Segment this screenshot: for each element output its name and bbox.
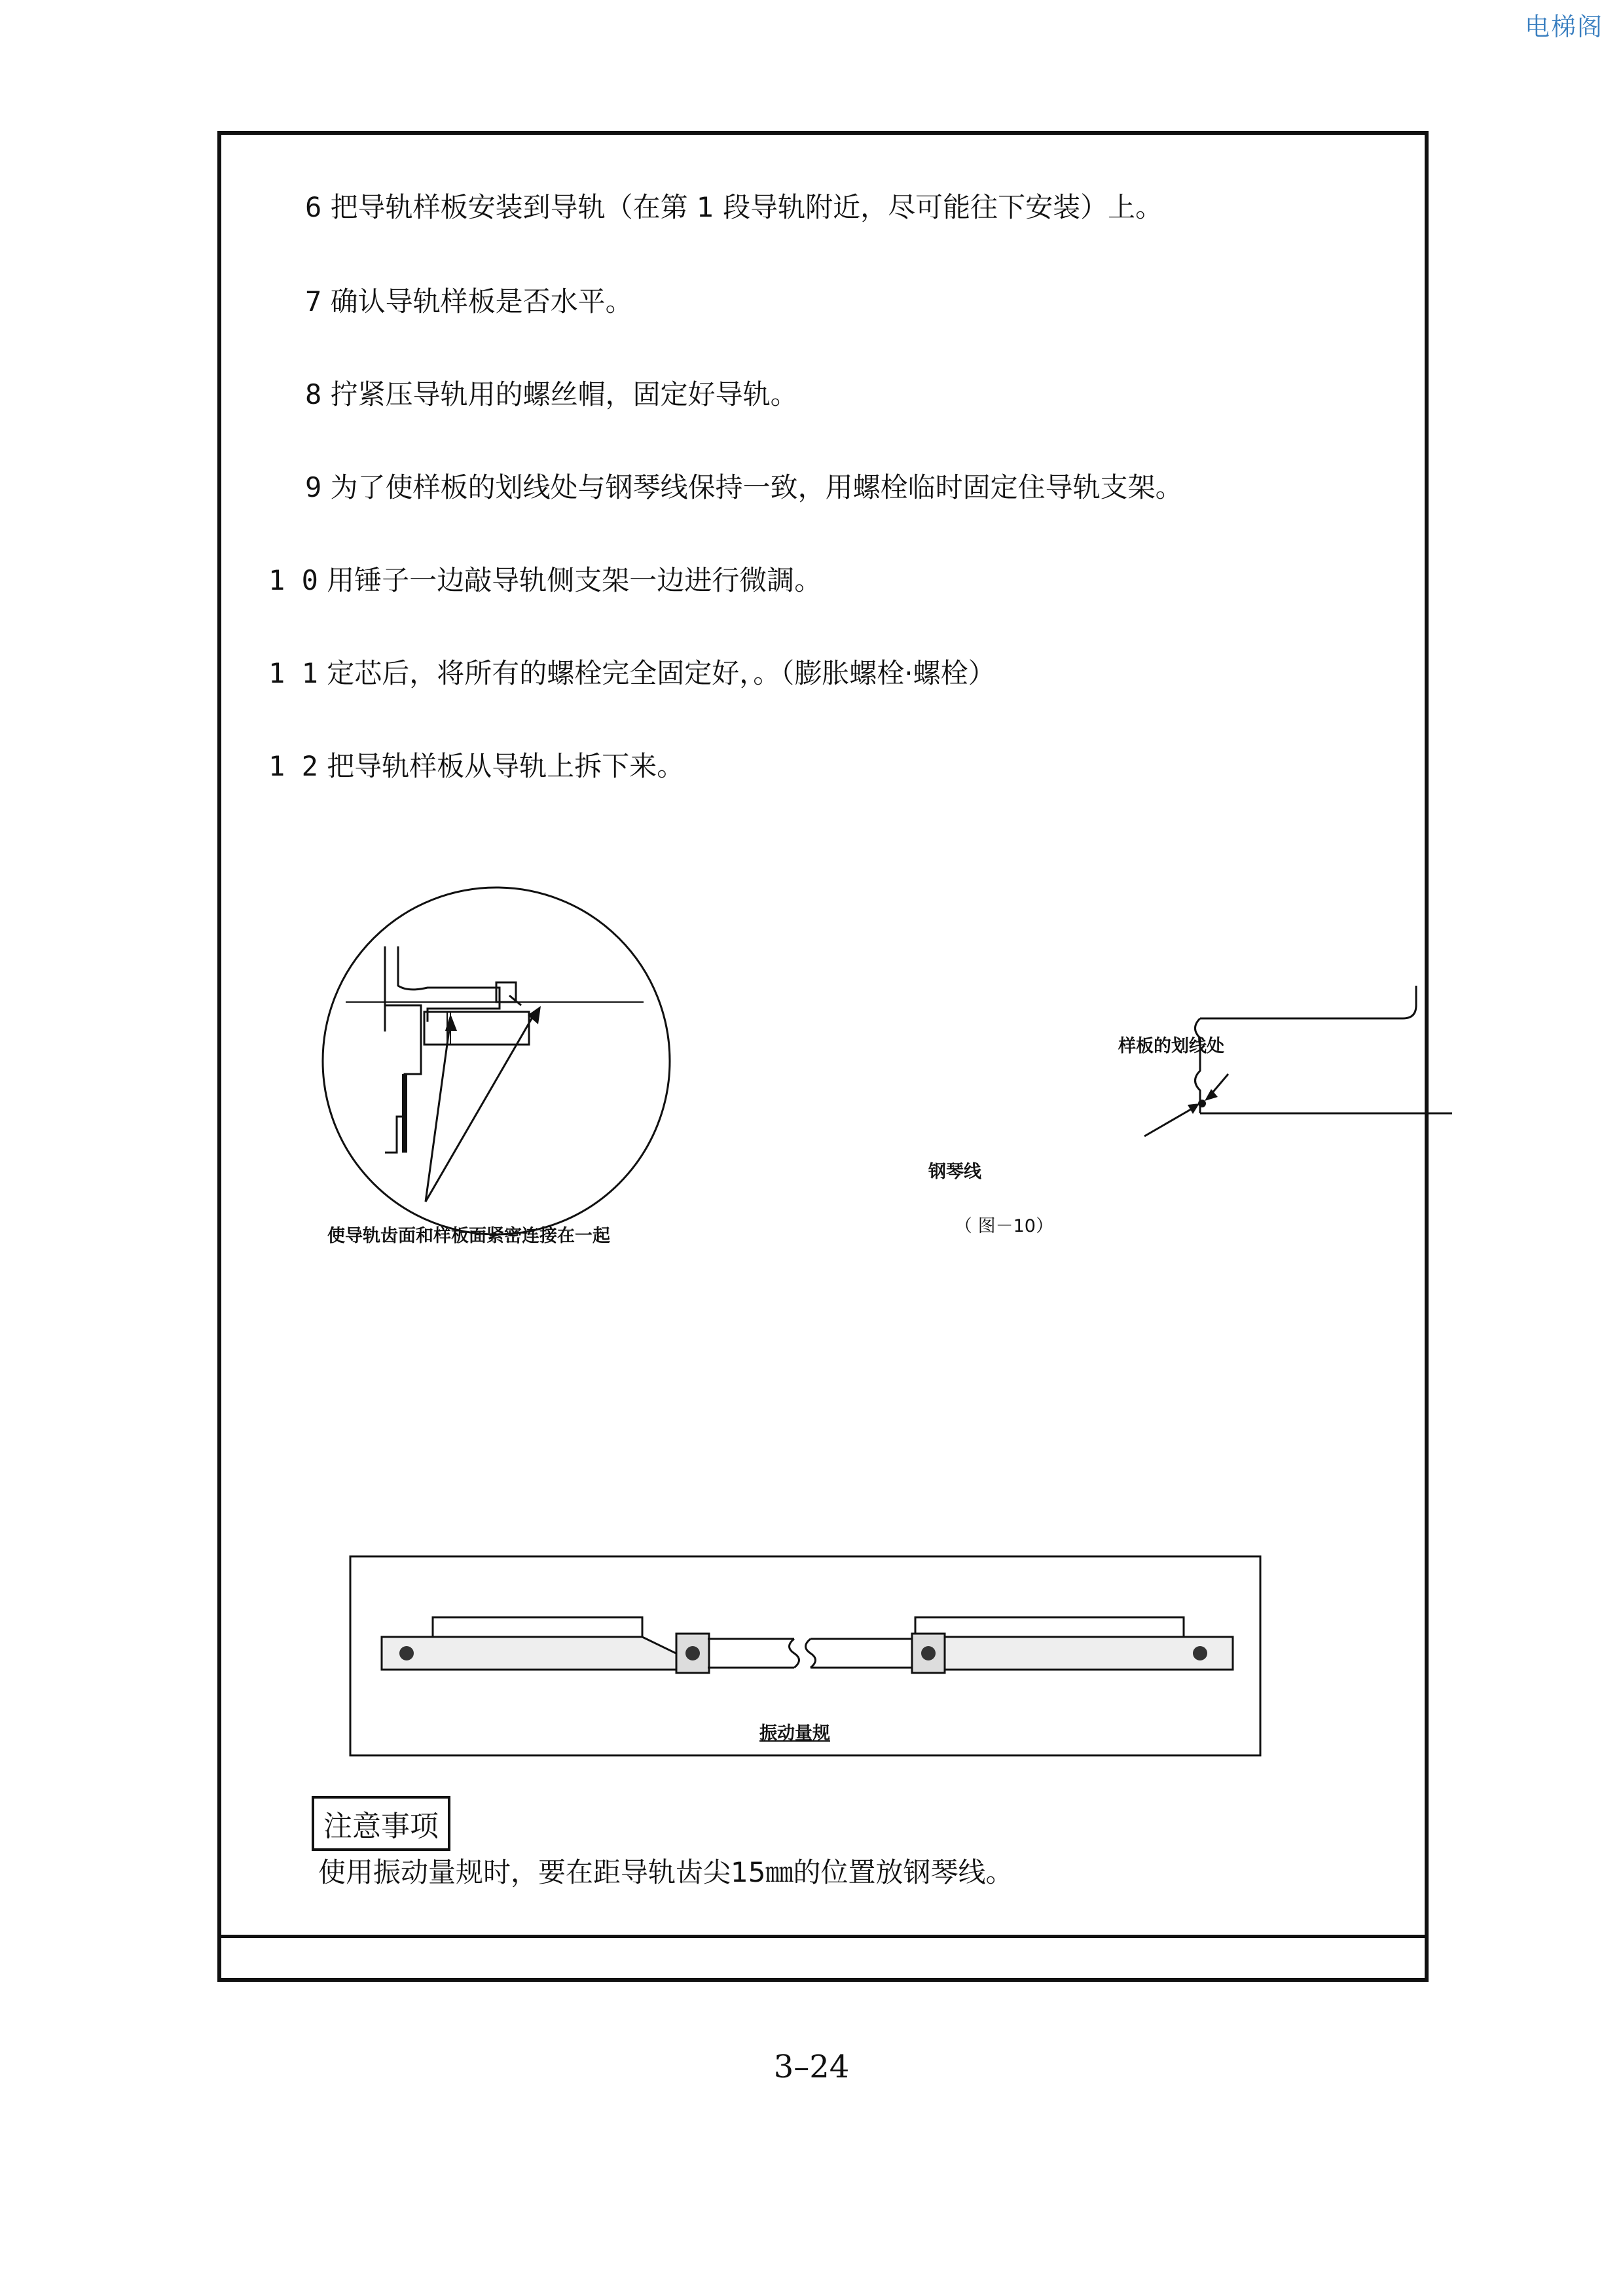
left-figure-caption: 使导轨齿面和样板面紧密连接在一起 — [327, 1226, 610, 1246]
right-clamp-screw — [921, 1646, 936, 1660]
mark-arrow-head — [1205, 1089, 1218, 1101]
page-number: 3–24 — [773, 2049, 850, 2085]
step-item — [305, 186, 1163, 225]
template-block — [424, 1012, 529, 1045]
right-top-plate — [915, 1617, 1184, 1637]
pointer-line-1 — [426, 1020, 450, 1202]
wire-label: 钢琴线 — [928, 1162, 981, 1182]
content-frame — [217, 131, 1429, 1982]
left-end-screw — [399, 1646, 414, 1660]
frame-footer-rule — [221, 1935, 1425, 1938]
rail-head — [398, 946, 500, 1022]
wire-arrow — [1144, 1107, 1194, 1136]
step-number: 8 — [305, 378, 322, 410]
step-text: 为了使样板的划线处与钢琴线保持一致，用螺栓临时固定住导轨支架。 — [330, 471, 1183, 503]
step-item — [305, 373, 798, 412]
step-number: 7 — [305, 285, 322, 317]
break-right — [806, 1639, 816, 1668]
detail-circle — [323, 888, 670, 1234]
notice-text: 使用振动量规时，要在距导轨齿尖15㎜的位置放钢琴线。 — [318, 1856, 1013, 1888]
step-text: 用锤子一边敲导轨侧支架一边进行微調。 — [327, 564, 822, 596]
right-end-screw — [1193, 1646, 1207, 1660]
step-text: 定芯后，将所有的螺栓完全固定好，。（膨胀螺栓·螺栓） — [327, 657, 996, 689]
step-number: 9 — [305, 471, 322, 503]
pointer-line-2 — [426, 1012, 536, 1202]
marking-figure — [1059, 973, 1452, 1195]
step-number: 1 1 — [268, 657, 318, 689]
step-text: 拧紧压导轨用的螺丝帽，固定好导轨。 — [330, 378, 798, 410]
left-clamp-screw — [685, 1646, 700, 1660]
step-number: 6 — [305, 191, 322, 223]
notice-title: 注意事项 — [312, 1796, 450, 1851]
figure-number-caption: （ 图－10） — [955, 1216, 1053, 1236]
step-item — [305, 466, 1183, 505]
template-edge — [1200, 986, 1416, 1018]
step-text: 确认导轨样板是否水平。 — [330, 285, 633, 317]
step-text: 把导轨样板从导轨上拆下来。 — [327, 750, 685, 782]
step-item — [268, 559, 822, 598]
left-top-plate — [433, 1617, 642, 1637]
mark-label: 样板的划线处 — [1118, 1036, 1224, 1056]
watermark: 电梯阁 — [1524, 12, 1603, 41]
step-number: 1 0 — [268, 564, 318, 596]
step-item — [268, 745, 684, 784]
step-number: 1 2 — [268, 750, 318, 782]
left-bar — [382, 1637, 689, 1670]
wire-arrow-head — [1188, 1103, 1199, 1114]
gauge-caption: 振动量规 — [759, 1723, 830, 1744]
step-item — [268, 652, 996, 691]
break-left — [790, 1639, 799, 1668]
step-item — [305, 280, 633, 319]
step-text: 把导轨样板安装到导轨（在第 1 段导轨附近，尽可能往下安装）上。 — [330, 191, 1163, 223]
rail-detail-figure — [313, 871, 680, 1238]
right-bar — [919, 1637, 1233, 1670]
